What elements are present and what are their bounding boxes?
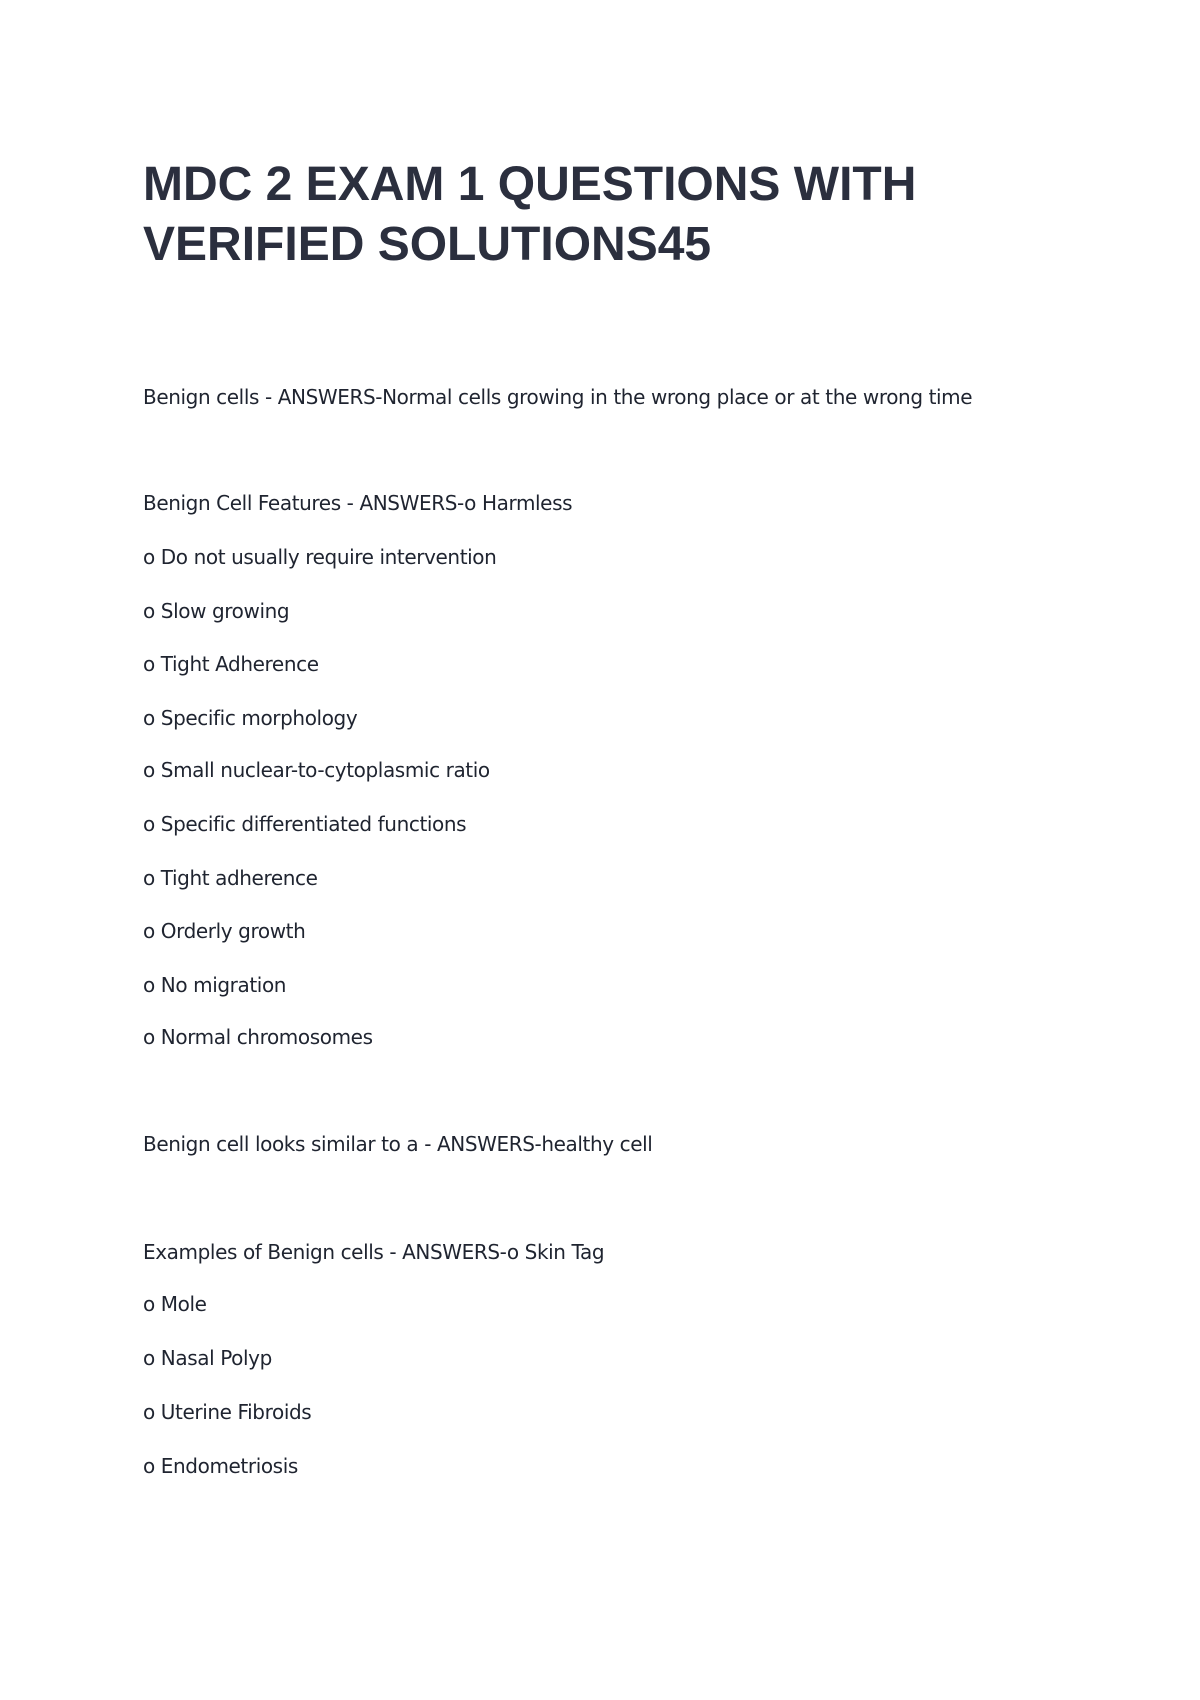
qa-examples-benign-cells: Examples of Benign cells - ANSWERS-o Skin Tag	[143, 1240, 605, 1264]
qa-benign-cell-looks: Benign cell looks similar to a - ANSWERS-healthy cell	[143, 1132, 653, 1156]
list-item: o Mole	[143, 1292, 207, 1316]
list-item: o Normal chromosomes	[143, 1025, 373, 1049]
list-item: o Uterine Fibroids	[143, 1400, 312, 1424]
list-item: o Nasal Polyp	[143, 1346, 272, 1370]
document-title: MDC 2 EXAM 1 QUESTIONS WITH VERIFIED SOLUTIONS45	[143, 158, 917, 271]
list-item: o Tight Adherence	[143, 652, 319, 676]
qa-benign-cells: Benign cells - ANSWERS-Normal cells growing in the wrong place or at the wrong time	[143, 385, 973, 409]
list-item: o Do not usually require intervention	[143, 545, 497, 569]
list-item: o Tight adherence	[143, 866, 318, 890]
list-item: o Slow growing	[143, 599, 290, 623]
list-item: o Small nuclear-to-cytoplasmic ratio	[143, 758, 490, 782]
list-item: o Endometriosis	[143, 1454, 298, 1478]
list-item: o Specific differentiated functions	[143, 812, 467, 836]
list-item: o No migration	[143, 973, 287, 997]
list-item: o Orderly growth	[143, 919, 306, 943]
qa-benign-cell-features: Benign Cell Features - ANSWERS-o Harmless	[143, 491, 573, 515]
list-item: o Specific morphology	[143, 706, 358, 730]
